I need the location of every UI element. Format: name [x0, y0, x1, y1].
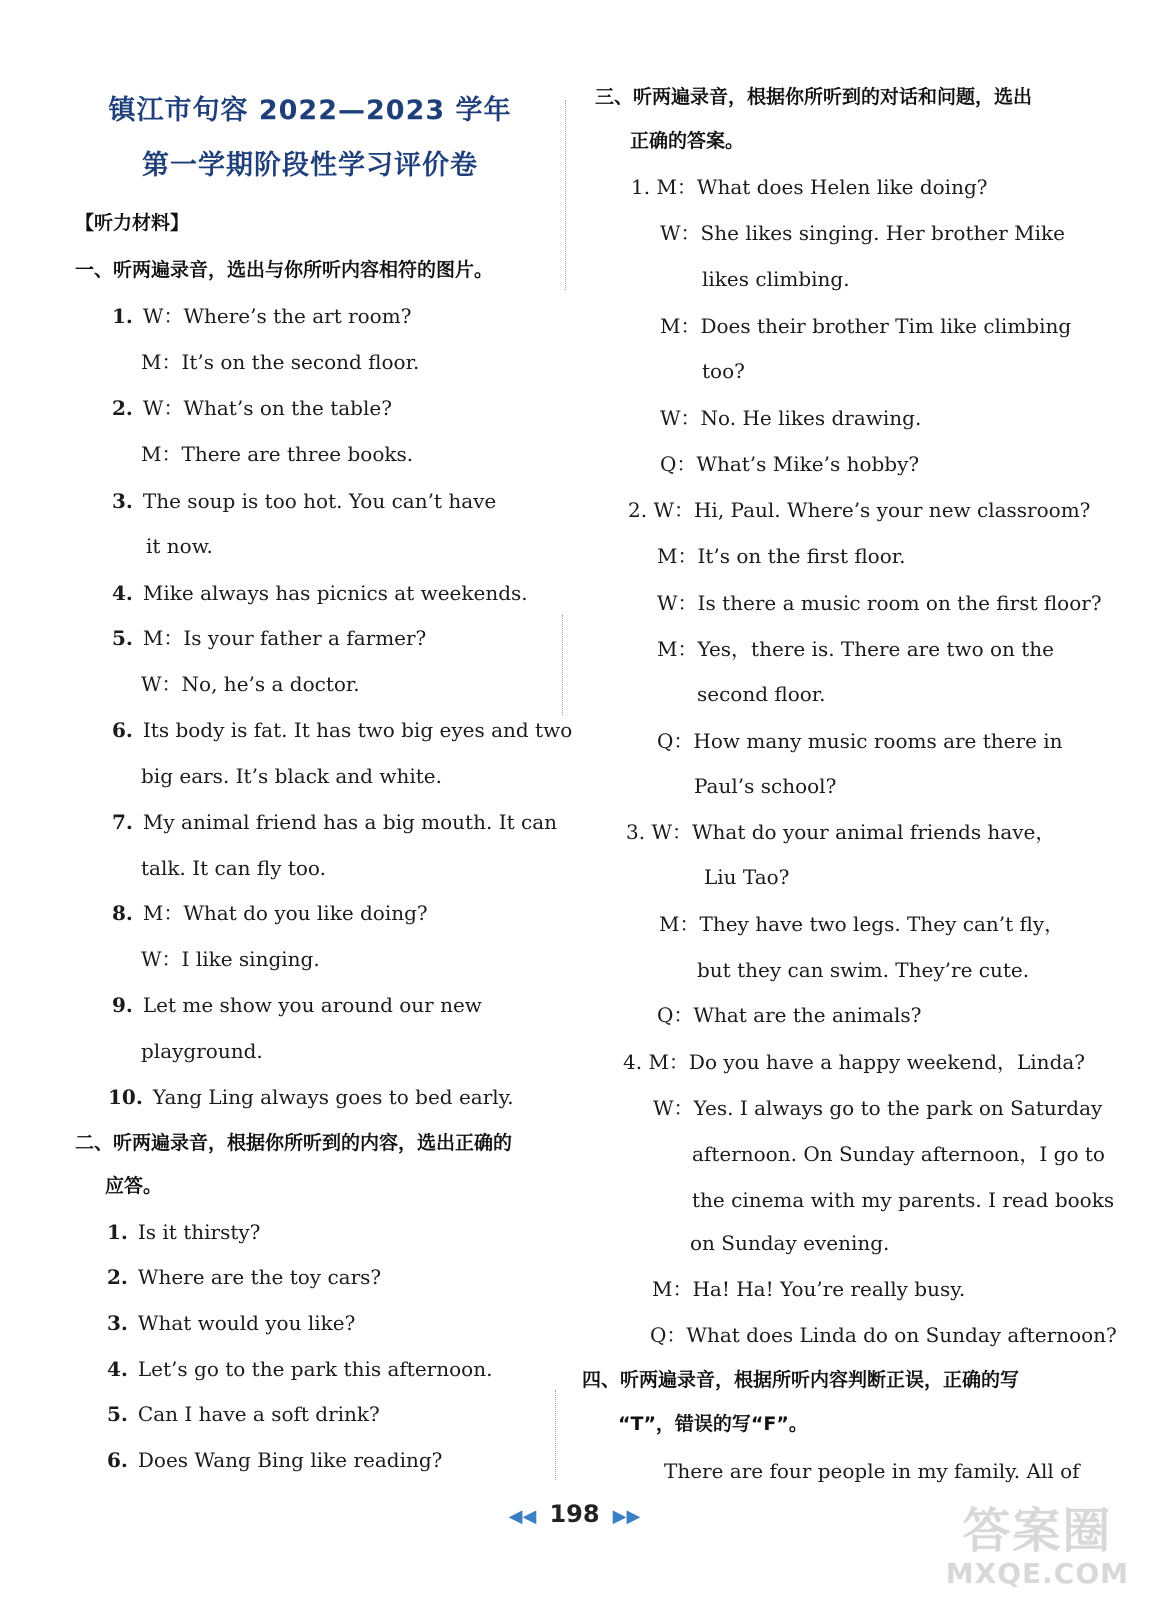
s3-line: W：Is there a music room on the first floor? [657, 591, 1102, 615]
s3-line: M：Yes，there is. There are two on the [657, 637, 1055, 661]
s3-line: W：She likes singing. Her brother Mike [660, 221, 1065, 245]
s2-item-3: 3. What would you like? [107, 1311, 356, 1335]
s3-line: Q：What’s Mike’s hobby? [660, 452, 920, 476]
s1-item-7-line1: 7. My animal friend has a big mouth. It can [112, 810, 557, 834]
s1-item-2-line2: M：There are three books. [141, 442, 414, 466]
section3-heading-line2: 正确的答案。 [630, 130, 745, 152]
s1-item-1-line2: M：It’s on the second floor. [141, 350, 420, 374]
s1-item-5-line2: W：No, he’s a doctor. [141, 672, 360, 696]
s1-item-6-line2: big ears. It’s black and white. [141, 764, 442, 788]
s2-item-6: 6. Does Wang Bing like reading? [107, 1448, 443, 1472]
section4-heading-line2: “T”，错误的写“F”。 [618, 1413, 808, 1435]
s1-item-7-line2: talk. It can fly too. [141, 856, 326, 880]
s2-item-2: 2. Where are the toy cars? [107, 1265, 382, 1289]
s2-item-1: 1. Is it thirsty? [107, 1220, 261, 1244]
s1-item-1-line1: 1. W：Where’s the art room? [112, 304, 412, 328]
s2-item-5: 5. Can I have a soft drink? [107, 1402, 380, 1426]
s1-item-9-line2: playground. [141, 1039, 263, 1063]
s1-item-8-line1: 8. M：What do you like doing? [112, 901, 428, 925]
s2-item-4: 4. Let’s go to the park this afternoon. [107, 1357, 493, 1381]
s3-line: Liu Tao? [704, 865, 790, 889]
s3-line: second floor. [697, 682, 826, 706]
next-page-arrows-icon[interactable]: ▶▶ [612, 1506, 641, 1527]
s3-line: too? [702, 359, 745, 383]
s3-line: afternoon. On Sunday afternoon，I go to [692, 1142, 1105, 1166]
section2-heading-line2: 应答。 [105, 1175, 163, 1197]
watermark-url: MXQE.COM [945, 1557, 1129, 1590]
s1-item-9-line1: 9. Let me show you around our new [112, 993, 482, 1017]
s3-line: Q：What does Linda do on Sunday afternoon? [650, 1323, 1117, 1347]
s3-line: M：Ha! Ha! You’re really busy. [652, 1277, 966, 1301]
section1-heading: 一、听两遍录音，选出与你所听内容相符的图片。 [75, 259, 494, 281]
s3-line: W：No. He likes drawing. [660, 406, 922, 430]
s3-line: likes climbing. [702, 267, 850, 291]
s3-line: 2. W：Hi, Paul. Where’s your new classroom? [628, 498, 1091, 522]
page-title-line2: 第一学期阶段性学习评价卷 [142, 150, 478, 181]
s3-line: 4. M：Do you have a happy weekend，Linda? [623, 1050, 1086, 1074]
s3-line: on Sunday evening. [690, 1231, 890, 1255]
page-title-line1: 镇江市句容 2022—2023 学年 [108, 95, 512, 126]
s1-item-3-line1: 3. The soup is too hot. You can’t have [112, 489, 497, 513]
material-label: 【听力材料】 [75, 212, 190, 234]
s3-line: the cinema with my parents. I read books [692, 1188, 1115, 1212]
s3-line: M：It’s on the first floor. [657, 544, 906, 568]
section4-text: There are four people in my family. All of [664, 1459, 1080, 1483]
s3-line: M：They have two legs. They can’t fly， [659, 912, 1065, 936]
s3-line: Q：What are the animals? [657, 1003, 922, 1027]
column-divider-middle [562, 615, 563, 715]
section2-heading-line1: 二、听两遍录音，根据你所听到的内容，选出正确的 [75, 1132, 513, 1154]
section3-heading-line1: 三、听两遍录音，根据你所听到的对话和问题，选出 [595, 86, 1033, 108]
s1-item-8-line2: W：I like singing. [141, 947, 320, 971]
s3-line: 1. M：What does Helen like doing? [631, 175, 988, 199]
s1-item-5-line1: 5. M：Is your father a farmer? [112, 626, 427, 650]
s3-line: Q：How many music rooms are there in [657, 729, 1063, 753]
s3-line: but they can swim. They’re cute. [697, 958, 1030, 982]
s3-line: W：Yes. I always go to the park on Saturday [653, 1096, 1103, 1120]
watermark-logo [946, 1505, 1129, 1590]
s1-item-4-line1: 4. Mike always has picnics at weekends. [112, 581, 528, 605]
s1-item-3-line2: it now. [146, 534, 213, 558]
s1-item-2-line1: 2. W：What’s on the table? [112, 396, 392, 420]
s1-item-6-line1: 6. Its body is fat. It has two big eyes and two [112, 718, 573, 742]
s1-item-10-line1: 10. Yang Ling always goes to bed early. [108, 1085, 514, 1109]
s3-line: M：Does their brother Tim like climbing [660, 314, 1072, 338]
page-number: 198 [549, 1500, 600, 1528]
column-divider-bottom [555, 1390, 556, 1480]
watermark-text: 答案圈 [962, 1503, 1113, 1559]
prev-page-arrows-icon[interactable]: ◀◀ [508, 1506, 537, 1527]
section4-heading-line1: 四、听两遍录音，根据所听内容判断正误，正确的写 [582, 1369, 1020, 1391]
s3-line: 3. W：What do your animal friends have， [626, 820, 1056, 844]
column-divider-top [565, 100, 566, 290]
s3-line: Paul’s school? [694, 774, 837, 798]
